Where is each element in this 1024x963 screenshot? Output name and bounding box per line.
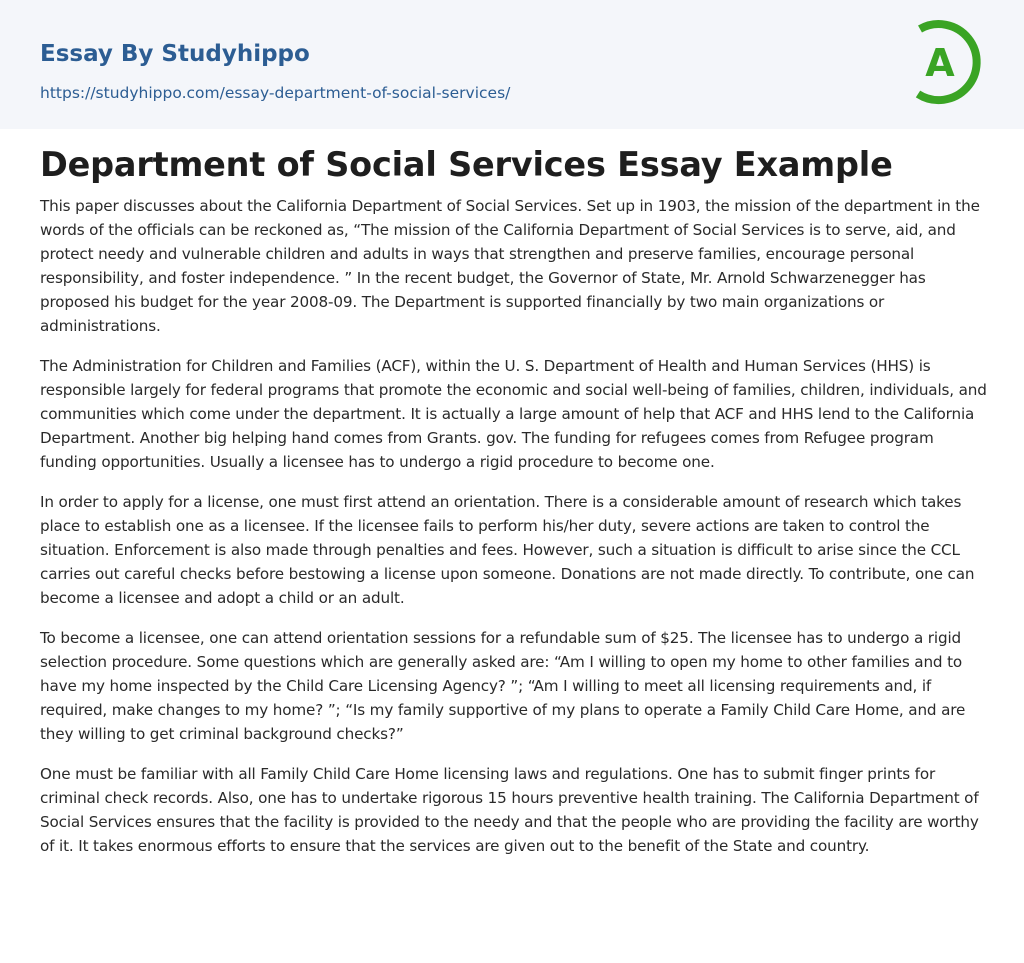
essay-paragraph: In order to apply for a license, one must first attend an orientation. There is a considerable amount of research which takes place to establish one as a licensee. If the licensee fails to perform his/her duty, severe actions are taken to control the situation. Enforcement is also made through penalties and fees. However, such a situation is difficult to arise since the CCL carries out careful checks before bestowing a license upon someone. Donations are not made directly. To contribute, one can become a licensee and adopt a child or an adult. [40, 493, 975, 607]
essay-paragraph: One must be familiar with all Family Child Care Home licensing laws and regulations. One has to submit finger prints for criminal check records. Also, one has to undertake rigorous 15 hours preventive health training. The California Department of Social Services ensures that the facility is provided to the needy and that the people who are providing the facility are worthy of it. It takes enormous efforts to ensure that the services are given out to the benefit of the State and country. [40, 765, 979, 855]
essay-url-link[interactable]: https://studyhippo.com/essay-department-of-social-services/ [40, 84, 511, 102]
essay-paragraph: This paper discusses about the California Department of Social Services. Set up in 1903, the mission of the department in the words of the officials can be reckoned as, “The mission of the California Department of Social Services is to serve, aid, and protect needy and vulnerable children and adults in ways that strengthen and preserve families, encourage personal responsibility, and foster independence. ” In the recent budget, the Governor of State, Mr. Arnold Schwarzenegger has proposed his budget for the year 2008-09. The Department is supported financially by two main organizations or administrations. [40, 197, 980, 335]
site-title[interactable]: Essay By Studyhippo [40, 41, 310, 67]
logo-letter: A [925, 41, 955, 85]
essay-paragraph: To become a licensee, one can attend orientation sessions for a refundable sum of $25. The licensee has to undergo a rigid selection procedure. Some questions which are generally asked are: “Am I willing to open my home to other families and to have my home inspected by the Child Care Licensing Agency? ”; “Am I willing to meet all licensing requirements and, if required, make changes to my home? ”; “Is my family supportive of my plans to operate a Family Child Care Home, and are they willing to get criminal background checks?” [40, 629, 966, 743]
page-title: Department of Social Services Essay Example [40, 145, 893, 184]
page-header [0, 0, 1024, 129]
essay-paragraph: The Administration for Children and Families (ACF), within the U. S. Department of Health and Human Services (HHS) is responsible largely for federal programs that promote the economic and social well-being of families, children, individuals, and communities which come under the department. It is actually a large amount of help that ACF and HHS lend to the California Department. Another big helping hand comes from Grants. gov. The funding for refugees comes from Refugee program funding opportunities. Usually a licensee has to undergo a rigid procedure to become one. [40, 357, 987, 471]
studyhippo-a-logo-icon[interactable] [904, 16, 992, 108]
essay-body [40, 194, 988, 874]
